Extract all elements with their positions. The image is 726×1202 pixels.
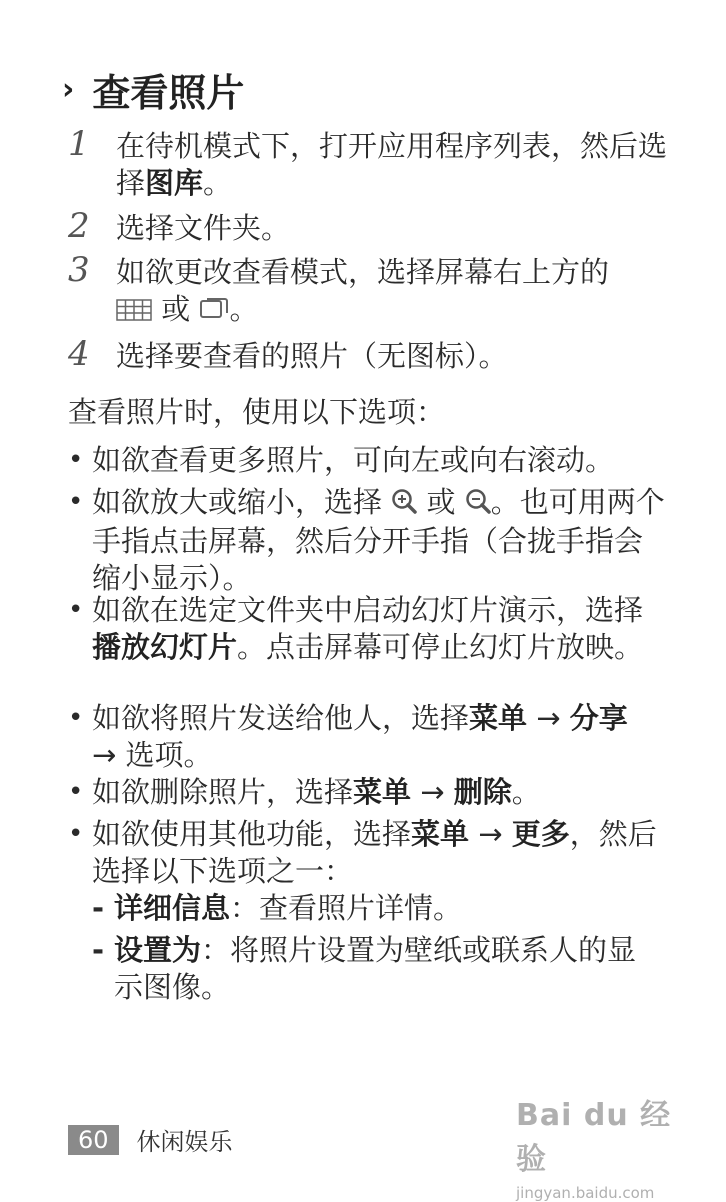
step-number: 3: [68, 250, 90, 290]
step-number: 2: [68, 206, 90, 246]
subitem-bold: 详细信息: [114, 891, 231, 925]
subitem-text: [114, 890, 662, 927]
page-number: 60: [68, 1125, 119, 1155]
page-footer: [68, 1122, 233, 1157]
bullet-text-a: 如欲删除照片，选择: [92, 775, 354, 809]
step-text-a: 在待机模式下，打开应用程序列表，然后选择: [116, 129, 668, 200]
step-text: [116, 128, 682, 202]
subitem-text: [114, 932, 662, 1006]
or-text: 或: [161, 292, 191, 326]
bullet-text: 如欲查看更多照片，可向左或向右滚动。: [92, 443, 615, 477]
bullet-dot: •: [68, 703, 84, 733]
intro-paragraph: 查看照片时，使用以下选项：: [68, 395, 446, 429]
bullet-text-b: 。点击屏幕可停止幻灯片放映。: [237, 630, 644, 664]
step-bold: 图库: [145, 166, 204, 200]
bullet-text: [92, 592, 668, 666]
bullet-text: [92, 484, 668, 597]
bullet-text-a: 如欲放大或缩小，选择: [92, 485, 383, 519]
step-text-b: 。: [203, 166, 233, 200]
zoom-in-icon: [391, 486, 417, 523]
bullet-bold-a: 菜单: [411, 817, 470, 851]
bullet-bold-b: 删除: [453, 775, 512, 809]
step-text: [116, 254, 682, 330]
grid-view-icon: [116, 293, 152, 330]
subitem-bold: 设置为: [114, 933, 202, 967]
step-2: [62, 206, 682, 247]
bullet-6: [68, 816, 668, 890]
dash-marker: -: [92, 891, 105, 925]
step-number: 1: [68, 124, 90, 164]
page-title: [62, 62, 244, 117]
subitem-1: [92, 890, 662, 927]
zoom-out-icon: [465, 486, 491, 523]
step-4: [62, 334, 682, 375]
subitem-desc: ：查看照片详情。: [230, 891, 463, 925]
bullet-text: [92, 700, 668, 774]
bullet-text-b: 选项。: [125, 738, 213, 772]
chevron-icon: ›: [62, 72, 75, 107]
or-text: 或: [426, 485, 456, 519]
arrow-text: →: [527, 701, 570, 735]
subitem-2: [92, 932, 662, 1006]
bullet-5: [68, 774, 668, 811]
album-view-icon: [199, 293, 229, 330]
watermark-url: jingyan.baidu.com: [516, 1184, 655, 1202]
bullet-4: [68, 700, 668, 774]
bullet-dot: •: [68, 487, 84, 517]
bullet-text-b: ，然后选择以下选项之一：: [92, 817, 657, 888]
bullet-text-b: 。也可用两个手指点击屏幕，然后分开手指（合拢手指会缩小显示）。: [92, 485, 665, 595]
baidu-watermark: [516, 1090, 686, 1202]
bullet-text-a: 如欲使用其他功能，选择: [92, 817, 412, 851]
dash-marker: -: [92, 933, 105, 967]
bullet-bold-a: 菜单: [353, 775, 412, 809]
step-text-a: 如欲更改查看模式，选择屏幕右上方的: [116, 255, 610, 289]
watermark-brand: Bai du 经验: [516, 1098, 672, 1177]
step-3: [62, 250, 682, 330]
subitem-desc: ：将照片设置为壁纸或联系人的显示图像。: [114, 933, 637, 1004]
arrow-text: →: [469, 817, 512, 851]
bullet-3: [68, 592, 668, 666]
bullet-1: [68, 442, 668, 479]
bullet-bold-b: 更多: [511, 817, 570, 851]
arrow-text: →: [92, 738, 126, 772]
step-1: [62, 124, 682, 202]
bullet-text-b: 。: [511, 775, 541, 809]
bullet-text: [92, 816, 668, 890]
bullet-bold-b: 分享: [569, 701, 628, 735]
page-title-text: 查看照片: [92, 71, 245, 115]
bullet-text-a: 如欲在选定文件夹中启动幻灯片演示，选择: [92, 593, 644, 627]
bullet-dot: •: [68, 819, 84, 849]
bullet-text-a: 如欲将照片发送给他人，选择: [92, 701, 470, 735]
arrow-text: →: [411, 775, 454, 809]
bullet-bold-a: 菜单: [469, 701, 528, 735]
bullet-bold: 播放幻灯片: [92, 630, 238, 664]
bullet-text: [92, 774, 668, 811]
step-text: 选择要查看的照片（无图标）。: [116, 339, 508, 373]
bullet-dot: •: [68, 445, 84, 475]
step-end: 。: [229, 292, 259, 326]
bullet-dot: •: [68, 595, 84, 625]
step-number: 4: [68, 334, 90, 374]
bullet-dot: •: [68, 777, 84, 807]
bullet-2: [68, 484, 668, 597]
section-name: 休闲娱乐: [136, 1128, 233, 1156]
step-text: 选择文件夹。: [116, 211, 291, 245]
